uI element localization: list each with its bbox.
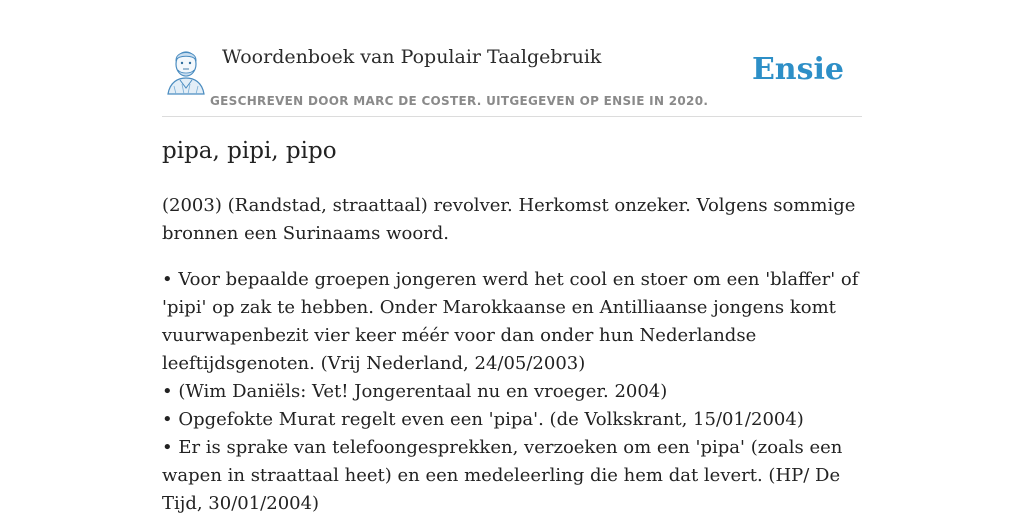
book-subtitle: GESCHREVEN DOOR MARC DE COSTER. UITGEGEVEN OP ENSIE IN 2020. [210,94,709,108]
book-header [162,40,862,117]
book-title[interactable]: Woordenboek van Populair Taalgebruik [222,46,602,68]
ensie-logo-link[interactable]: Ensie [751,52,844,87]
author-portrait-icon [162,44,210,96]
citation-list [162,266,864,518]
citation-item: • Er is sprake van telefoongesprekken, verzoeken om een 'pipa' (zoals een wapen in straattaal heet) en een medeleerling die hem dat levert. (HP/ De Tijd, 30/01/2004) [162,437,843,514]
citation-item: • Voor bepaalde groepen jongeren werd het cool en stoer om een 'blaffer' of 'pipi' op zak te hebben. Onder Marokkaanse en Antilliaanse jongens komt vuurwapenbezit vier keer méér voor dan onder hun Nederlandse leeftijdsgenoten. (Vrij Nederland, 24/05/2003) [162,269,859,374]
entry-definition: (2003) (Randstad, straattaal) revolver. Herkomst onzeker. Volgens sommige bronnen een Surinaams woord. [162,195,856,244]
entry-headword: pipa, pipi, pipo [162,138,337,164]
citation-item: • Opgefokte Murat regelt even een 'pipa'. (de Volkskrant, 15/01/2004) [162,409,804,430]
citation-item: • (Wim Daniëls: Vet! Jongerentaal nu en vroeger. 2004) [162,381,668,402]
entry-content [162,192,864,518]
